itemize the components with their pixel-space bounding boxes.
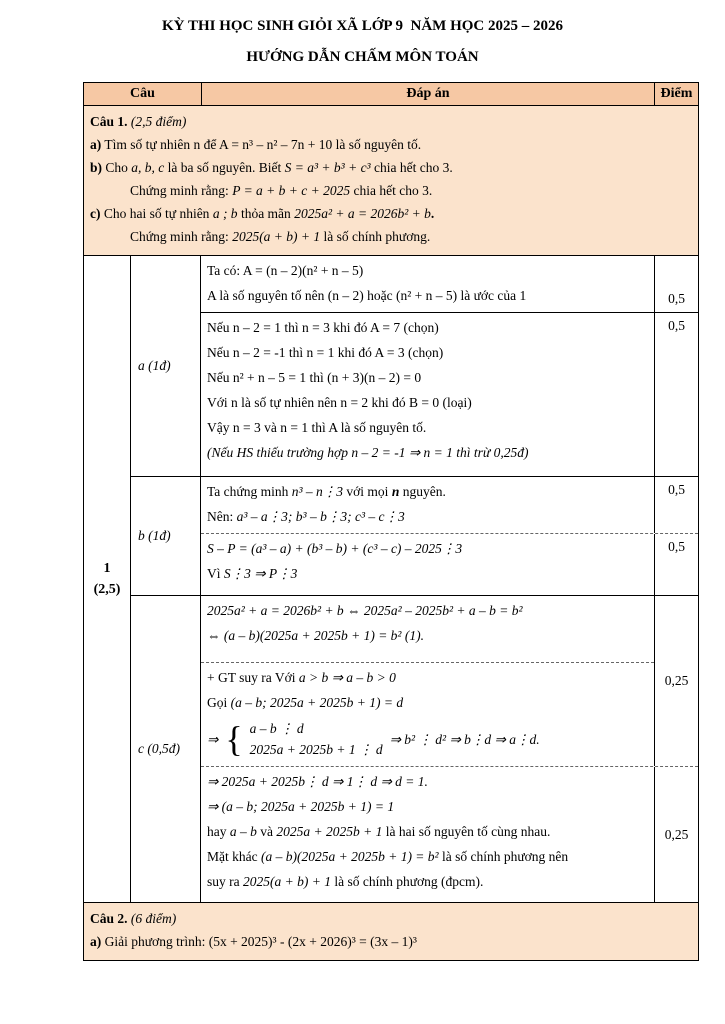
statement-line: Câu 1. (2,5 điểm): [90, 114, 187, 129]
part-c: [131, 595, 698, 902]
question-number-cell: [84, 256, 131, 902]
part-a-blocks: [201, 256, 698, 476]
answer-line: Với n là số tự nhiên nên n = 2 khi đó B = 0 (loại): [207, 395, 472, 410]
answer-line: hay a – b và 2025a + 2025b + 1 là hai số nguyên tố cùng nhau.: [207, 824, 551, 839]
answer-block: [201, 596, 698, 766]
column-header-diem: Điểm: [654, 83, 698, 105]
answer-line: Nếu n – 2 = 1 thì n = 3 khi đó A = 7 (chọn): [207, 320, 439, 335]
answer-line: S – P = (a³ – a) + (b³ – b) + (c³ – c) – 2025⋮3: [207, 541, 463, 556]
answer-block: [201, 766, 698, 902]
answer-line: Mặt khác (a – b)(2025a + 2025b + 1) = b² là số chính phương nên: [207, 849, 569, 864]
statement-line: Chứng minh rằng: 2025(a + b) + 1 là số chính phương.: [130, 229, 431, 244]
answer-line: Vì S⋮3 ⇒ P⋮3: [207, 566, 298, 581]
answer-block: [201, 312, 698, 476]
answer-line: A là số nguyên tố nên (n – 2) hoặc (n² + n – 5) là ước của 1: [207, 288, 527, 303]
statement-line: b) Cho a, b, c là ba số nguyên. Biết S = a³ + b³ + c³ chia hết cho 3.: [90, 160, 453, 175]
system-brace: {: [225, 719, 243, 759]
question-total-points: (2,5): [93, 581, 121, 597]
document-title: KỲ THI HỌC SINH GIỎI XÃ LỚP 9 NĂM HỌC 2025 – 2026: [161, 18, 563, 34]
answer-line: + GT suy ra Với a > b ⇒ a – b > 0: [207, 670, 396, 685]
score-cell: 0,5: [654, 313, 698, 476]
question2-statement: [84, 903, 698, 960]
question1-statement: [84, 106, 698, 256]
system-row: 2025a + 2025b + 1 ⋮ d: [249, 742, 383, 757]
grading-table: [83, 82, 699, 961]
answer-line: ⇒ (a – b; 2025a + 2025b + 1) = 1: [207, 799, 395, 814]
answer-line: Nếu n² + n – 5 = 1 thì (n + 3)(n – 2) = 0: [207, 370, 422, 385]
score-cell: 0,5: [654, 534, 698, 595]
part-a: [131, 256, 698, 476]
answer-line: Ta chứng minh n³ – n⋮3 với mọi n nguyên.: [207, 484, 446, 499]
system-row: a – b ⋮ d: [249, 721, 304, 736]
statement-line: a) Tìm số tự nhiên n để A = n³ – n² – 7n + 10 là số nguyên tố.: [90, 137, 422, 152]
statement-line: Chứng minh rằng: P = a + b + c + 2025 chia hết cho 3.: [130, 183, 433, 198]
answer-content: [201, 477, 654, 533]
table-header-row: [84, 83, 698, 106]
system-conclusion: ⇒ b² ⋮ d² ⇒ b⋮d ⇒ a⋮d.: [389, 731, 540, 747]
answer-line: Vậy n = 3 và n = 1 thì A là số nguyên tố.: [207, 420, 427, 435]
score-cell: 0,5: [654, 477, 698, 533]
answer-line: Ta có: A = (n – 2)(n² + n – 5): [207, 263, 364, 278]
answer-line: ⇒ 2025a + 2025b⋮ d ⇒ 1⋮ d ⇒ d = 1.: [207, 774, 428, 789]
part-c-label: c (0,5đ): [131, 596, 201, 902]
answer-line: Nên: a³ – a⋮3; b³ – b⋮3; c³ – c⋮3: [207, 509, 405, 524]
score-cell: 0,25: [654, 596, 698, 766]
answer-content: [201, 767, 654, 902]
column-header-cau: Câu: [130, 86, 155, 101]
statement-line: a) Giải phương trình: (5x + 2025)³ - (2x + 2026)³ = (3x – 1)³: [90, 934, 417, 949]
part-b-blocks: [201, 477, 698, 595]
answer-block: [201, 533, 698, 595]
answer-line: Nếu n – 2 = -1 thì n = 1 khi đó A = 3 (chọn): [207, 345, 444, 360]
answer-content: [201, 313, 654, 476]
part-a-label: a (1đ): [131, 256, 201, 476]
column-header-dap-an: Đáp án: [201, 83, 654, 105]
part-b-label: b (1đ): [131, 477, 201, 595]
system-rows: [250, 718, 383, 760]
answer-line: 2025a² + a = 2026b² + b ⇔ 2025a² – 2025b² + a – b = b²: [207, 603, 523, 618]
answer-block: [201, 477, 698, 533]
score-cell: 0,5: [654, 256, 698, 312]
implies-arrow: ⇒: [207, 731, 219, 747]
answer-parts: [131, 256, 698, 902]
equation-system: [207, 718, 648, 760]
part-b: [131, 476, 698, 595]
statement-line: c) Cho hai số tự nhiên a ; b thỏa mãn 2025a² + a = 2026b² + b.: [90, 206, 435, 221]
document-subtitle: HƯỚNG DẪN CHẤM MÔN TOÁN: [246, 49, 479, 65]
answer-line: Gọi (a – b; 2025a + 2025b + 1) = d: [207, 695, 404, 710]
answer-content: [201, 534, 654, 595]
answer-line: (Nếu HS thiếu trường hợp n – 2 = -1 ⇒ n = 1 thì trừ 0,25đ): [207, 445, 529, 460]
answer-line: suy ra 2025(a + b) + 1 là số chính phương (đpcm).: [207, 874, 484, 889]
answer-line: ⇔ (a – b)(2025a + 2025b + 1) = b² (1).: [207, 628, 424, 643]
answer-sub-block: [201, 662, 654, 766]
part-c-blocks: [201, 596, 698, 902]
answer-content: [201, 256, 654, 312]
question-number: 1: [103, 560, 111, 576]
score-cell: 0,25: [654, 767, 698, 902]
statement-line: Câu 2. (6 điểm): [90, 911, 177, 926]
question1-answer-row: [84, 256, 698, 903]
answer-content: [201, 596, 654, 766]
answer-sub-block: [201, 596, 654, 662]
answer-block: [201, 256, 698, 312]
